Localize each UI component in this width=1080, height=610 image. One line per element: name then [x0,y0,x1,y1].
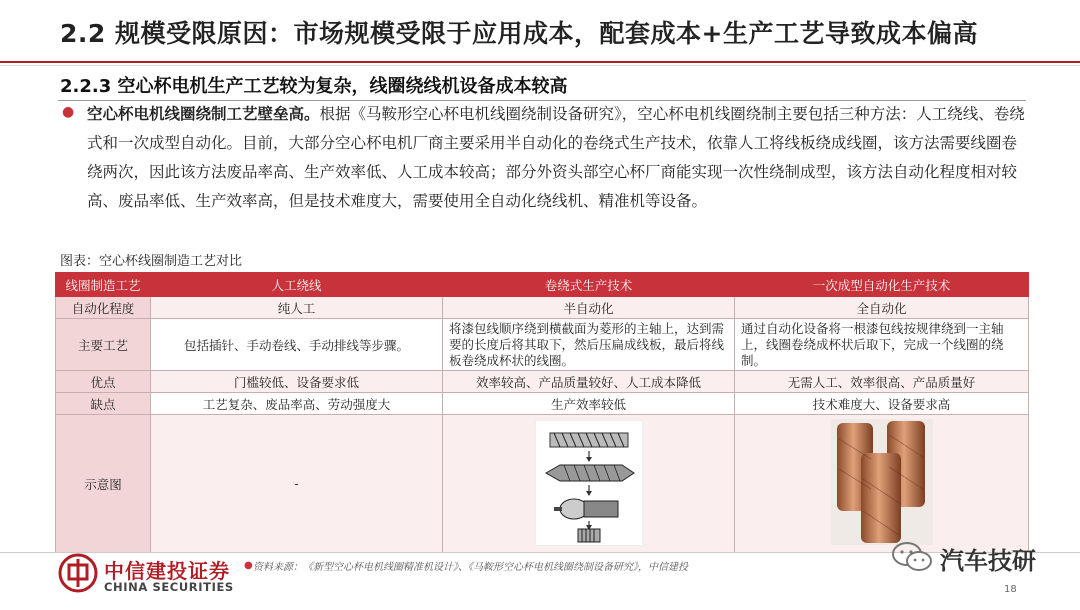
bullet-icon: ● [62,104,75,120]
row-label: 优点 [56,371,151,393]
table-row [56,393,1029,415]
page-number: 18 [1004,584,1017,595]
page-title: 2.2 规模受限原因：市场规模受限于应用成本，配套成本+生产工艺导致成本偏高 [60,19,978,48]
row-label: 示意图 [56,415,151,553]
table-cell: 全自动化 [735,297,1029,319]
row-label: 自动化程度 [56,297,151,319]
logo-english-name: CHINA SECURITIES [104,580,234,594]
paragraph-lead: 空心杯电机线圈绕制工艺壁垒高。 [87,105,320,123]
paragraph-text: 根据《马鞍形空心杯电机线圈绕制设备研究》，空心杯电机线圈绕制主要包括三种方法：人工绕线、卷绕式和一次成型自动化。目前，大部分空心杯电机厂商主要采用半自动化的卷绕式生产技术，依靠人工将线板绕成线圈，该方法需要线圈卷绕两次，因此该方法废品率高、生产效率低、人工成本较高；部分外资头部空心杯厂商能实现一次性绕制成型，该方法自动化程度相对较高、废品率低、生产效率高，但是技术难度大，需要使用全自动化绕线机、精准机等设备。 [87,105,1025,210]
table-row [56,297,1029,319]
citic-logo-icon [58,553,98,593]
table-row [56,415,1029,553]
table-row [56,371,1029,393]
table-header-cell: 一次成型自动化生产技术 [735,273,1029,297]
table-cell: 纯人工 [151,297,443,319]
table-cell: - [151,415,443,553]
table-header-cell: 卷绕式生产技术 [443,273,735,297]
table-cell [443,415,735,553]
logo-chinese-name: 中信建投证券 [104,559,230,583]
table-row [56,319,1029,371]
table-cell: 效率较高、产品质量较好、人工成本降低 [443,371,735,393]
body-paragraph [87,100,1032,216]
winding-process-sketch [535,420,643,546]
section-subtitle: 2.2.3 空心杯电机生产工艺较为复杂，线圈绕线机设备成本较高 [60,76,568,97]
title-rule [0,61,1080,63]
source-bullet-icon: ● [244,560,253,571]
figure-caption: 图表：空心杯线圈制造工艺对比 [60,254,243,269]
table-header-cell: 线圈制造工艺 [56,273,151,297]
table-cell: 生产效率较低 [443,393,735,415]
row-label: 主要工艺 [56,319,151,371]
table-cell: 工艺复杂、废品率高、劳动强度大 [151,393,443,415]
title-rule-thin [0,65,1080,66]
table-header-cell: 人工绕线 [151,273,443,297]
title-bar [0,0,1080,62]
table-cell: 无需人工、效率很高、产品质量好 [735,371,1029,393]
table-cell: 技术难度大、设备要求高 [735,393,1029,415]
table-cell: 半自动化 [443,297,735,319]
table-cell: 包括插针、手动卷线、手动排线等步骤。 [151,319,443,371]
wechat-icon [890,540,934,574]
watermark-text: 汽车技研 [940,547,1036,575]
copper-coil-photo [831,419,933,545]
process-comparison-table [55,272,1029,553]
table-cell: 通过自动化设备将一根漆包线按规律绕到一主轴上，线圈卷绕成杯状后取下，完成一个线圈的绕制。 [735,319,1029,371]
table-cell [735,415,1029,553]
table-cell: 门槛较低、设备要求低 [151,371,443,393]
table-header-row [56,273,1029,297]
row-label: 缺点 [56,393,151,415]
table-cell: 将漆包线顺序绕到横截面为菱形的主轴上，达到需要的长度后将其取下，然后压扁成线板，最后将线板卷绕成杯状的线圈。 [443,319,735,371]
source-note: 资料来源：《新型空心杯电机线圈精准机设计》、《马鞍形空心杯电机线圈绕制设备研究》，中信建投 [253,562,688,573]
